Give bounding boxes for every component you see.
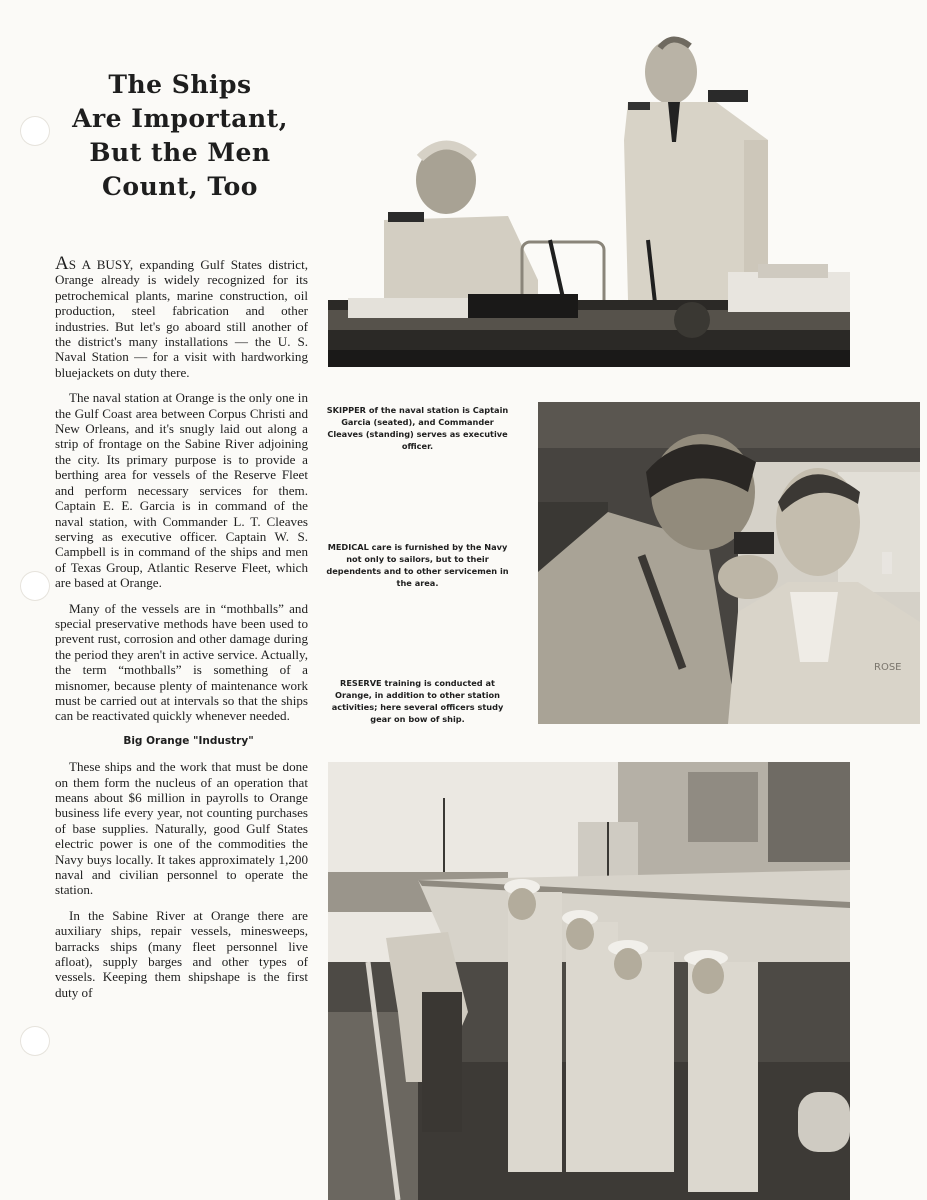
hole-punch-bottom bbox=[20, 1026, 50, 1056]
paragraph-4: These ships and the work that must be done on them form the nucleus of an operation that means about $6 million in payrolls to Orange business life every year, not counting purchases of base supplies. Naturally, good Gulf States electric power is one of the commodities the Navy buys locally. It takes approximately 1,200 naval and civilian personnel to operate the station. bbox=[55, 759, 308, 898]
article-column bbox=[55, 253, 308, 1010]
headline-line-3: But the Men bbox=[89, 138, 271, 167]
photo-name-tag: ROSE bbox=[874, 662, 902, 673]
hole-punch-middle bbox=[20, 571, 50, 601]
subheading: Big Orange "Industry" bbox=[123, 734, 254, 747]
headline-line-1: The Ships bbox=[108, 70, 252, 99]
headline-line-4: Count, Too bbox=[102, 172, 258, 201]
photo-officers-on-bow bbox=[328, 762, 850, 1200]
paragraph-5: In the Sabine River at Orange there are auxiliary ships, repair vessels, minesweeps, barracks ships (many fleet personnel live afloat), supply barges and other types of vessels. Keeping them shipshape is the first duty of bbox=[55, 907, 308, 1000]
headline bbox=[55, 68, 305, 204]
headline-line-2: Are Important, bbox=[72, 104, 288, 133]
caption-skipper: SKIPPER of the naval station is Captain Garcia (seated), and Commander Cleaves (standing) serves as executive officer. bbox=[326, 405, 509, 451]
paragraph-1 bbox=[55, 253, 308, 380]
caption-medical: MEDICAL care is furnished by the Navy not only to sailors, but to their dependents and to other servicemen in the area. bbox=[326, 542, 509, 588]
caption-reserve: RESERVE training is conducted at Orange, in addition to other station activities; here several officers study gear on bow of ship. bbox=[331, 678, 504, 724]
paragraph-2: The naval station at Orange is the only one in the Gulf Coast area between Corpus Christi and New Orleans, and it's snugly laid out along a strip of frontage on the Sabine River adjoining the city. Its primary purpose is to provide a berthing area for vessels of the Reserve Fleet and perform necessary services for them. Captain E. E. Garcia is in command of the naval station, with Commander L. T. Cleaves serving as executive officer. Captain W. S. Campbell is in command of the ships and men of Texas Group, Atlantic Reserve Fleet, which are based at Orange. bbox=[55, 390, 308, 591]
paragraph-3: Many of the vessels are in “mothballs” and special preservative methods have been used to prevent rust, corrosion and other damage during the period they aren't in active service. Actually, the term “mothballs” is something of a misnomer, because plenty of maintenance work must be carried out at intervals so that the ships can be reactivated quickly whenever needed. bbox=[55, 600, 308, 724]
hole-punch-top bbox=[20, 116, 50, 146]
drop-cap: A bbox=[55, 253, 69, 274]
paragraph-1-text: S A BUSY, expanding Gulf States district, Orange already is widely recognized for its petrochemical plants, marine construction, oil production, steel fabrication and other industries. But let's go aboard still another of the district's many installations — the U. S. Naval Station — for a visit with hardworking bluejackets on duty there. bbox=[55, 257, 308, 380]
photo-medical-exam bbox=[538, 402, 920, 724]
photo-officers-at-desk bbox=[328, 20, 850, 367]
